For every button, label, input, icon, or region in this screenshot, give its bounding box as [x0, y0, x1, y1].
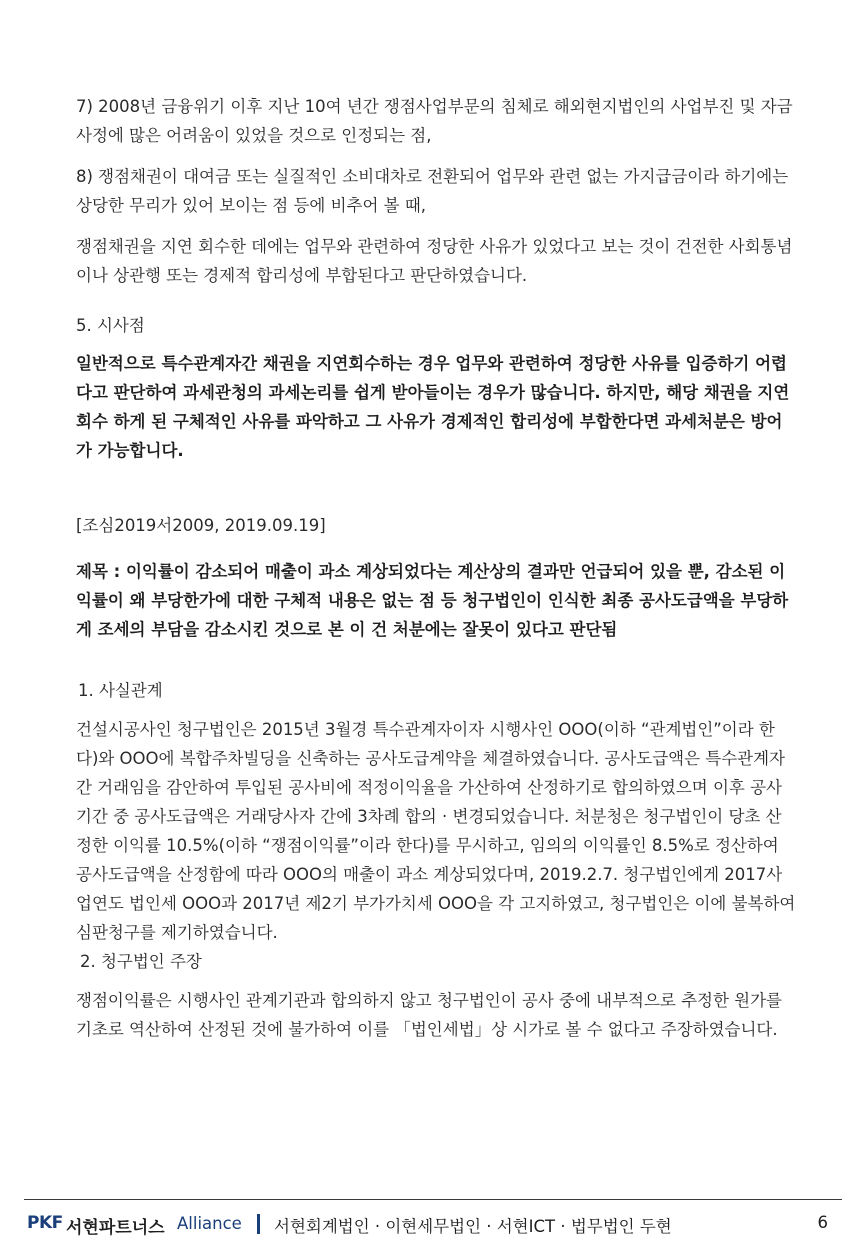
claim-title: 2. 청구법인 주장: [80, 952, 202, 971]
footer: [24, 1210, 842, 1240]
facts-body: 건설시공사인 청구법인은 2015년 3월경 특수관계자이자 시행사인 OOO(이하 “관계법인”이라 한다)와 OOO에 복합주차빌딩을 신축하는 공사도급계약을 체결하였습니다. 공사도급액은 특수관계자 간 거래임을 감안하여 투입된 공사비에 적정이익율을 가산하여 산정하기로 합의하였으며 이후 공사기간 중 공사도급액은 거래당사자 간에 3차례 합의 · 변경되었습니다. 처분청은 청구법인이 당초 산정한 이익률 10.5%(이하 “쟁점이익률”이라 한다)를 무시하고, 임의의 이익률인 8.5%로 정산하여 공사도급액을 산정함에 따라 OOO의 매출이 과소 계상되었다며, 2019.2.7. 청구법인에게 2017사업연도 법인세 OOO과 2017년 제2기 부가가치세 OOO을 각 고지하였고, 청구법인은 이에 불복하여 심판청구를 제기하였습니다.: [76, 720, 796, 942]
section-5-body: 일반적으로 특수관계자간 채권을 지연회수하는 경우 업무와 관련하여 정당한 사유를 입증하기 어렵다고 판단하여 과세관청의 과세논리를 쉽게 받아들이는 경우가 많습니다. 하지만, 해당 채권을 지연회수 하게 된 구체적인 사유를 파악하고 그 사유가 경제적인 합리성에 부합한다면 과세처분은 방어가 가능합니다.: [76, 354, 790, 460]
claim-body: 쟁점이익률은 시행사인 관계기관과 합의하지 않고 청구법인이 공사 중에 내부적으로 추정한 원가를 기초로 역산하여 산정된 것에 불가하여 이를 「법인세법」상 시가로 볼 수 없다고 주장하였습니다.: [76, 991, 782, 1039]
conclusion-paragraph: 쟁점채권을 지연 회수한 데에는 업무와 관련하여 정당한 사유가 있었다고 보는 것이 건전한 사회통념이나 상관행 또는 경제적 합리성에 부합된다고 판단하였습니다.: [76, 237, 793, 285]
page-number: 6: [817, 1213, 828, 1232]
case-title: 제목 : 이익률이 감소되어 매출이 과소 계상되었다는 계산상의 결과만 언급되어 있을 뿐, 감소된 이익률이 왜 부당한가에 대한 구체적 내용은 없는 점 등 청구법인이 인식한 최종 공사도급액을 부당하게 조세의 부담을 감소시킨 것으로 본 이 건 처분에는 잘못이 있다고 판단됨: [76, 562, 789, 639]
item-8-paragraph: 8) 쟁점채권이 대여금 또는 실질적인 소비대차로 전환되어 업무와 관련 없는 가지급금이라 하기에는 상당한 무리가 있어 보이는 점 등에 비추어 볼 때,: [76, 167, 789, 215]
footer-divider: [24, 1199, 842, 1200]
section-5-title: 5. 시사점: [76, 316, 145, 335]
case-reference: [조심2019서2009, 2019.09.19]: [76, 516, 326, 535]
member-firms: 서현회계법인 · 이현세무법인 · 서현ICT · 법무법인 두현: [274, 1217, 672, 1236]
firm-name: 서현파트너스: [66, 1218, 165, 1238]
alliance-label: Alliance: [177, 1214, 242, 1233]
footer-separator: [257, 1214, 260, 1234]
item-7-paragraph: 7) 2008년 금융위기 이후 지난 10여 년간 쟁점사업부문의 침체로 해외현지법인의 사업부진 및 자금사정에 많은 어려움이 있었을 것으로 인정되는 점,: [76, 97, 793, 145]
facts-title: 1. 사실관계: [78, 681, 163, 700]
pkf-logo: PKF: [27, 1213, 63, 1233]
